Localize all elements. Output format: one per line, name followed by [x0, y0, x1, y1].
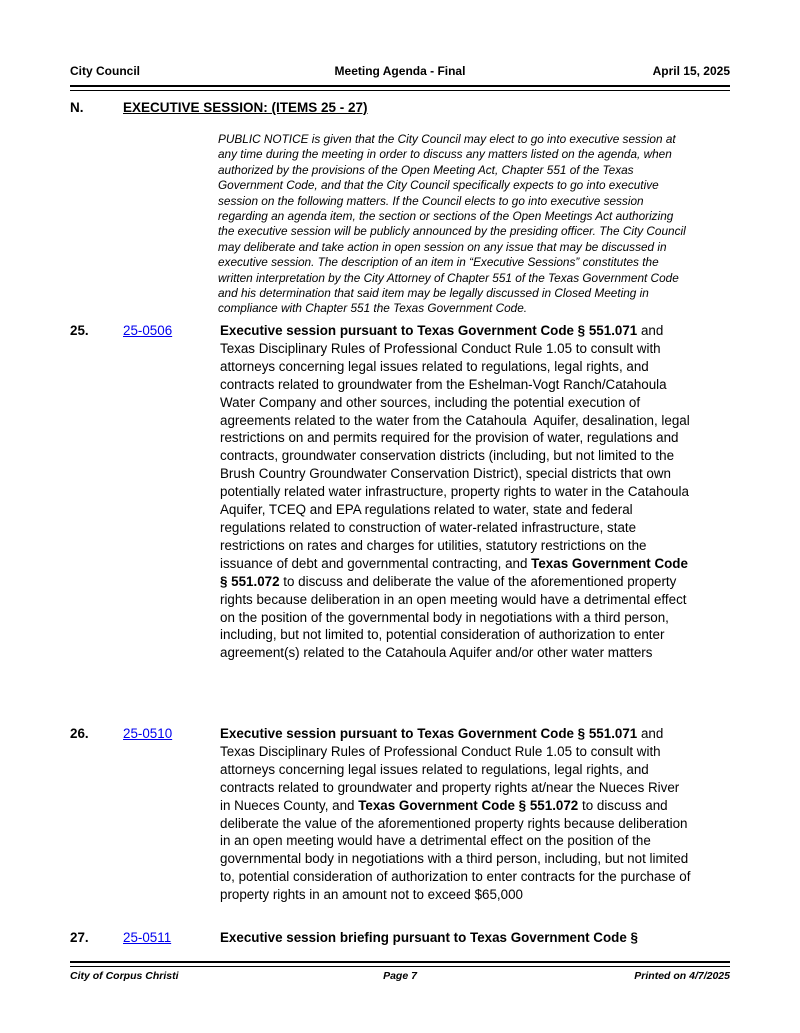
item-file-link[interactable]: 25-0506 — [123, 323, 173, 338]
agenda-item-26 — [70, 725, 730, 904]
item-number: 26. — [70, 726, 89, 741]
header-divider-rule — [70, 85, 730, 91]
item-regular-text: and Texas Disciplinary Rules of Professional Conduct Rule 1.05 to consult with attorneys concerning legal issues related to regulations, legal rights, and contracts related to groundwater and property rights at/near the Nueces River in Nueces County, and — [220, 726, 683, 813]
header-left-title: City Council — [70, 64, 141, 78]
item-bold-text: Executive session pursuant to Texas Government Code § 551.071 — [220, 323, 641, 338]
section-letter: N. — [70, 100, 84, 115]
item-regular-text: and Texas Disciplinary Rules of Professional Conduct Rule 1.05 to consult with attorneys concerning legal issues related to regulations, legal rights, and contracts related to groundwater from the Eshelman-Vogt Ranch/Catahoula Water Company and other sources, including the potential execution of agreements related to the water from the Catahoula Aquifer, desalination, legal restrictions on and permits required for the provision of water, regulations and contracts, groundwater conservation districts (including, but not limited to the Brush Country Groundwater Conservation District), special districts that own potentially related water infrastructure, property rights to water in the Catahoula Aquifer, TCEQ and EPA regulations related to water, state and federal regulations related to construction of water-related infrastructure, state restrictions on rates and charges for utilities, statutory restrictions on the issuance of debt and governmental contracting, and — [220, 323, 694, 571]
item-description — [220, 322, 692, 662]
footer-divider-rule — [70, 961, 730, 967]
item-bold-text: Executive session briefing pursuant to Texas Government Code § — [220, 930, 638, 945]
footer-printed-on: Printed on 4/7/2025 — [634, 970, 730, 982]
item-file-cell — [123, 322, 220, 340]
item-number: 25. — [70, 323, 89, 338]
item-bold-text: Texas Government Code § 551.072 — [358, 797, 582, 813]
section-title: EXECUTIVE SESSION: (ITEMS 25 - 27) — [123, 100, 368, 115]
header-doc-title: Meeting Agenda - Final — [334, 64, 466, 78]
header-date: April 15, 2025 — [652, 64, 731, 78]
page-header — [70, 64, 730, 78]
item-regular-text: to discuss and deliberate the value of the aforementioned property rights because deliberation in an open meeting would have a detrimental effect on the position of the governmental body in negotiations with a third person, including, but not limited to, potential consideration of authorization to enter agreement(s) related to the Catahoula Aquifer and/or other water matters — [220, 573, 691, 661]
item-description — [220, 725, 695, 904]
public-notice-paragraph: PUBLIC NOTICE is given that the City Council may elect to go into executive session at any time during the meeting in order to discuss any matters listed on the agenda, when authorized by the provisions of the Open Meeting Act, Chapter 551 of the Texas Government Code, and that the City Council specifically expects to go into executive session on the following matters. If the Council elects to go into executive session regarding an agenda item, the section or sections of the Open Meetings Act authorizing the executive session will be publicly announced by the presiding officer. The City Council may deliberate and take action in open session on any issue that may be discussed in executive session. The description of an item in “Executive Sessions” constitutes the written interpretation by the City Attorney of Chapter 551 of the Texas Government Code and his determination that said item may be legally discussed in Closed Meeting in compliance with Chapter 551 the Texas Government Code. — [218, 132, 686, 316]
item-description — [220, 929, 692, 947]
item-regular-text: to discuss and deliberate the value of the aforementioned property rights because deliberation in an open meeting would have a detrimental effect on the position of the governmental body in negotiations with a third person, including, but not limited to, potential consideration of authorization to enter contracts for the purchase of property rights in an amount not to exceed $65,000 — [220, 797, 695, 903]
footer-page-number: Page 7 — [383, 970, 417, 982]
footer-org-name: City of Corpus Christi — [70, 970, 179, 982]
item-file-cell — [123, 725, 220, 743]
agenda-item-27 — [70, 929, 730, 947]
page-footer — [70, 970, 730, 983]
agenda-item-25 — [70, 322, 730, 662]
item-bold-text: Executive session pursuant to Texas Government Code § 551.071 — [220, 726, 641, 741]
item-number: 27. — [70, 930, 89, 945]
item-file-link[interactable]: 25-0510 — [123, 726, 173, 741]
item-file-cell — [123, 929, 220, 947]
section-heading — [70, 99, 730, 116]
item-file-link[interactable]: 25-0511 — [123, 930, 172, 945]
item-bold-text: Texas Government Code § 551.072 — [220, 555, 692, 589]
